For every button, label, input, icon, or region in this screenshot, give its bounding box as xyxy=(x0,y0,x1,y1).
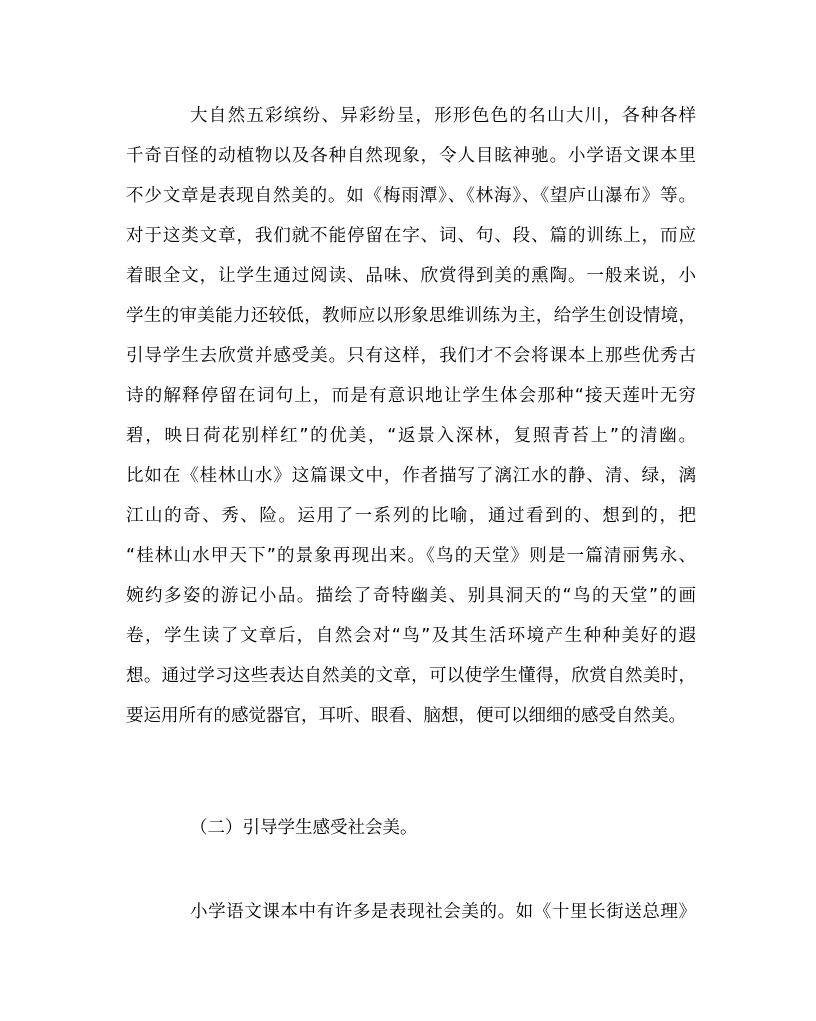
paragraph-2-line-1: 小学语文课本中有许多是表现社会美的。如《十里长街送总理》 xyxy=(190,902,696,922)
paragraph-1-line-2: 千奇百怪的动植物以及各种自然现象，令人目眩神驰。小学语文课本里 xyxy=(126,146,696,166)
paragraph-1-line-3: 不少文章是表现自然美的。如《梅雨潭》、《林海》、《望庐山瀑布》等。 xyxy=(126,186,696,206)
paragraph-1-line-12: “桂林山水甲天下”的景象再现出来。《鸟的天堂》则是一篇清丽隽永、 xyxy=(126,546,696,566)
paragraph-1-line-11: 江山的奇、秀、险。运用了一系列的比喻，通过看到的、想到的，把 xyxy=(126,506,696,526)
paragraph-1-line-8: 诗的解释停留在词句上，而是有意识地让学生体会那种“接天莲叶无穷 xyxy=(126,386,696,406)
paragraph-1-line-9: 碧，映日荷花别样红”的优美，“返景入深林，复照青苔上”的清幽。 xyxy=(126,426,696,446)
paragraph-1-line-1: 大自然五彩缤纷、异彩纷呈，形形色色的名山大川，各种各样 xyxy=(190,106,696,126)
paragraph-1-line-10: 比如在《桂林山水》这篇课文中，作者描写了漓江水的静、清、绿，漓 xyxy=(126,466,696,486)
paragraph-1-line-16: 要运用所有的感觉器官，耳听、眼看、脑想，便可以细细的感受自然美。 xyxy=(126,706,686,726)
paragraph-1-line-13: 婉约多姿的游记小品。描绘了奇特幽美、别具洞天的“鸟的天堂”的画 xyxy=(126,586,696,606)
paragraph-1-line-4: 对于这类文章，我们就不能停留在字、词、句、段、篇的训练上，而应 xyxy=(126,226,696,246)
section-heading: （二）引导学生感受社会美。 xyxy=(190,818,418,838)
paragraph-1-line-14: 卷，学生读了文章后，自然会对“鸟”及其生活环境产生种种美好的遐 xyxy=(126,626,696,646)
paragraph-1-line-5: 着眼全文，让学生通过阅读、品味、欣赏得到美的熏陶。一般来说，小 xyxy=(126,266,696,286)
paragraph-1-line-15: 想。通过学习这些表达自然美的文章，可以使学生懂得，欣赏自然美时， xyxy=(126,666,696,686)
paragraph-1-line-7: 引导学生去欣赏并感受美。只有这样，我们才不会将课本上那些优秀古 xyxy=(126,346,696,366)
paragraph-1-line-6: 学生的审美能力还较低，教师应以形象思维训练为主，给学生创设情境， xyxy=(126,306,696,326)
